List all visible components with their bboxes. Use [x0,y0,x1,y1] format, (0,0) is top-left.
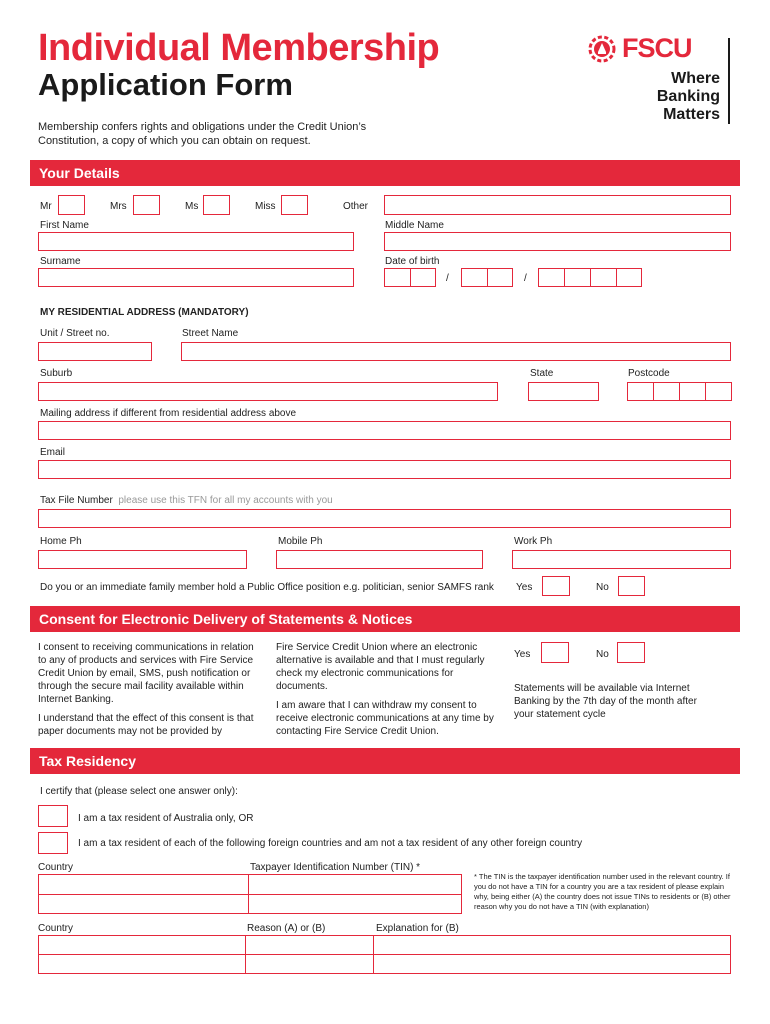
tfn-input[interactable] [38,509,731,528]
middle-name-label: Middle Name [385,220,444,231]
email-label: Email [40,447,66,458]
state-label: State [530,368,554,379]
dob-separator: / [446,273,449,284]
tin-note: * The TIN is the taxpayer identification number used in the relevant country. If you do not have a TIN for a country you are a tax resident of please explain why, being either (A) the country does not issue TINs to residents or (B) other reason why you do not have a TIN (with explanation) [474,872,731,911]
consent-col1-p2: I understand that the effect of this consent is that paper documents may not be provided by [38,713,254,737]
tax-option1-checkbox[interactable] [38,805,68,827]
title-miss-checkbox[interactable] [281,195,308,215]
country2-label: Country [38,923,74,934]
surname-input[interactable] [38,268,354,287]
consent-yes-label: Yes [514,649,531,660]
dob-separator: / [524,273,527,284]
statement-note: Statements will be available via Internet Banking by the 7th day of the month after your statement cycle [514,683,697,720]
intro-text: Membership confers rights and obligations under the Credit Union’s Constitution, a copy of which you can obtain on request. [38,121,367,147]
middle-name-input[interactable] [384,232,731,251]
postcode-input[interactable] [627,382,732,401]
explanation-label: Explanation for (B) [376,923,459,934]
home-ph-input[interactable] [38,550,247,569]
title-other-input[interactable] [384,195,731,215]
section-your-details: Your Details [30,160,740,186]
logo-text: FSCU [622,33,692,63]
public-office-yes-label: Yes [516,582,533,593]
dob-year-input[interactable] [538,268,642,287]
work-ph-input[interactable] [512,550,731,569]
tagline-divider [728,38,730,124]
title-mr-checkbox[interactable] [58,195,85,215]
tax-option1-label: I am a tax resident of Australia only, OR [78,813,254,824]
consent-col2-p2: I am aware that I can withdraw my consent to receive electronic communications at any time by contacting Fire Service Credit Union. [276,700,494,737]
home-ph-label: Home Ph [40,536,82,547]
state-input[interactable] [528,382,599,401]
tin-number-cell-1 [248,874,462,895]
public-office-no-label: No [596,582,609,593]
unit-label: Unit / Street no. [40,328,110,339]
surname-label: Surname [40,256,81,267]
street-input[interactable] [181,342,731,361]
title-miss-label: Miss [255,201,276,212]
tin-label: Taxpayer Identification Number (TIN) * [250,862,421,873]
mailing-input[interactable] [38,421,731,440]
address-heading: MY RESIDENTIAL ADDRESS (MANDATORY) [40,307,249,318]
dob-label: Date of birth [385,256,440,267]
consent-yes-checkbox[interactable] [541,642,569,663]
title-mrs-checkbox[interactable] [133,195,160,215]
mobile-ph-input[interactable] [276,550,483,569]
country-label: Country [38,862,74,873]
reason-label: Reason (A) or (B) [247,923,326,934]
work-ph-label: Work Ph [514,536,553,547]
title-ms-checkbox[interactable] [203,195,230,215]
mobile-ph-label: Mobile Ph [278,536,323,547]
public-office-no-checkbox[interactable] [618,576,645,596]
mailing-label: Mailing address if different from residential address above [40,408,297,419]
tin-country-cell-2 [38,894,249,914]
suburb-label: Suburb [40,368,73,379]
dob-month-input[interactable] [461,268,513,287]
tin-country-cell-1 [38,874,249,895]
consent-no-label: No [596,649,609,660]
title-other-label: Other [343,201,369,212]
fscu-logo-icon [585,32,619,66]
tagline: Where Banking Matters [656,70,720,123]
public-office-question: Do you or an immediate family member hold a Public Office position e.g. politician, senior SAMFS rank [40,582,494,593]
section-tax-residency: Tax Residency [30,748,740,774]
section-consent: Consent for Electronic Delivery of Statements & Notices [30,606,740,632]
consent-col2-p1: Fire Service Credit Union where an electronic alternative is available and that I must regularly check my electronic communications for documents. [276,642,485,692]
title-mr-label: Mr [40,201,52,212]
form-subtitle: Application Form [38,67,293,102]
tfn-hint: please use this TFN for all my accounts with you [118,495,333,506]
tin-table[interactable] [38,874,462,914]
dob-day-input[interactable] [384,268,436,287]
reason-table[interactable] [38,935,731,974]
postcode-label: Postcode [628,368,670,379]
first-name-input[interactable] [38,232,354,251]
public-office-yes-checkbox[interactable] [542,576,570,596]
street-label: Street Name [182,328,239,339]
tax-certify-text: I certify that (please select one answer only): [40,786,238,797]
unit-input[interactable] [38,342,152,361]
form-title: Individual Membership [38,27,440,69]
email-input[interactable] [38,460,731,479]
title-mrs-label: Mrs [110,201,127,212]
tax-option2-label: I am a tax resident of each of the following foreign countries and am not a tax resident of any other foreign country [78,838,583,849]
consent-col1-p1: I consent to receiving communications in relation to any of products and services with Fire Service Credit Union by email, SMS, push notification or through the secure mail facility available within Internet Banking. [38,642,254,705]
tfn-label: Tax File Number please use this TFN for all my accounts with you [40,495,333,506]
tax-option2-checkbox[interactable] [38,832,68,854]
title-ms-label: Ms [185,201,199,212]
first-name-label: First Name [40,220,89,231]
consent-no-checkbox[interactable] [617,642,645,663]
suburb-input[interactable] [38,382,498,401]
tin-number-cell-2 [248,894,462,914]
